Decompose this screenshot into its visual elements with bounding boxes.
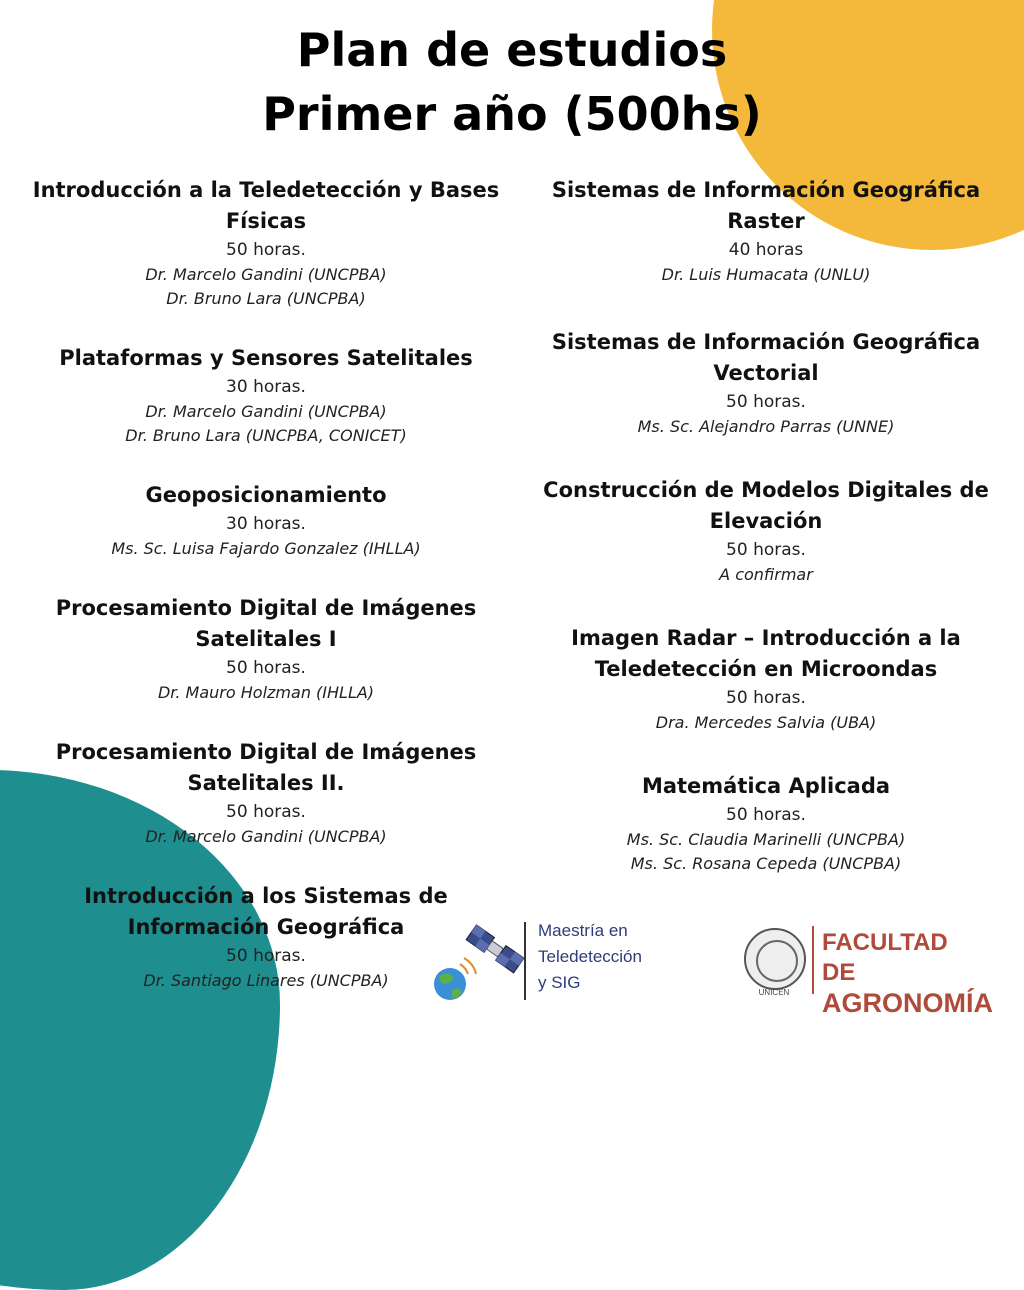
course-professor: Dr. Bruno Lara (UNCPBA, CONICET) [125, 426, 407, 445]
course-hours: 50 horas. [226, 240, 306, 260]
course-item [20, 593, 512, 705]
maestria-logo [430, 912, 670, 1008]
course-hours: 50 horas. [226, 802, 306, 822]
course-professor: Dr. Bruno Lara (UNCPBA) [166, 289, 366, 308]
course-professor: Dr. Mauro Holzman (IHLLA) [157, 683, 375, 702]
logo-divider [524, 922, 526, 1000]
course-professor: Dr. Marcelo Gandini (UNCPBA) [145, 265, 387, 284]
course-title: Imagen Radar – Introducción a la Teledetección en Microondas [571, 626, 961, 681]
course-hours: 50 horas. [726, 805, 806, 825]
maestria-line-2: Teledetección [538, 947, 642, 966]
course-professor: Dr. Luis Humacata (UNLU) [661, 265, 871, 284]
maestria-line-1: Maestría en [538, 921, 628, 940]
course-title: Construcción de Modelos Digitales de Elevación [543, 478, 989, 533]
course-professor: A confirmar [719, 565, 813, 584]
facultad-logo-text [822, 928, 993, 1018]
course-title: Plataformas y Sensores Satelitales [59, 346, 473, 370]
facultad-logo [736, 918, 993, 1018]
university-seal-icon [744, 928, 806, 990]
course-title: Procesamiento Digital de Imágenes Satelitales II. [55, 740, 477, 795]
course-hours: 30 horas. [226, 377, 306, 397]
course-item [532, 623, 1000, 735]
course-hours: 50 horas. [726, 688, 806, 708]
facultad-line-2: AGRONOMÍA [822, 988, 993, 1018]
course-title: Sistemas de Información Geográfica Raster [551, 178, 981, 233]
course-hours: 30 horas. [226, 514, 306, 534]
left-course-column [20, 175, 512, 993]
maestria-line-3: y SIG [538, 973, 581, 992]
title-line-1: Plan de estudios [296, 23, 728, 77]
title-line-2: Primer año (500hs) [262, 87, 762, 141]
logo-divider [812, 926, 814, 994]
course-professor: Ms. Sc. Rosana Cepeda (UNCPBA) [630, 854, 902, 873]
course-professor: Dra. Mercedes Salvia (UBA) [655, 713, 877, 732]
course-item [532, 771, 1000, 876]
satellite-earth-icon [430, 912, 530, 1008]
course-item [20, 480, 512, 561]
course-professor: Ms. Sc. Alejandro Parras (UNNE) [637, 417, 895, 436]
course-title: Introducción a la Teledetección y Bases Físicas [32, 178, 500, 233]
course-item [20, 343, 512, 448]
seal-label: UNICEN [758, 988, 790, 997]
maestria-logo-text [538, 918, 688, 996]
course-item [20, 175, 512, 311]
course-hours: 50 horas. [726, 540, 806, 560]
course-title: Sistemas de Información Geográfica Vectorial [551, 330, 981, 385]
course-item [532, 475, 1000, 587]
course-title: Procesamiento Digital de Imágenes Satelitales I [55, 596, 477, 651]
course-item [532, 327, 1000, 439]
course-title: Introducción a los Sistemas de Información Geográfica [84, 884, 448, 939]
course-title: Matemática Aplicada [641, 774, 891, 798]
right-course-column [532, 175, 1000, 876]
course-item [532, 175, 1000, 287]
page-title [0, 18, 1024, 146]
course-hours: 50 horas. [226, 658, 306, 678]
course-professor: Ms. Sc. Claudia Marinelli (UNCPBA) [626, 830, 906, 849]
course-professor: Dr. Marcelo Gandini (UNCPBA) [145, 827, 387, 846]
course-hours: 50 horas. [726, 392, 806, 412]
course-hours: 40 horas [728, 240, 804, 260]
course-professor: Ms. Sc. Luisa Fajardo Gonzalez (IHLLA) [111, 539, 421, 558]
course-hours: 50 horas. [226, 946, 306, 966]
course-professor: Dr. Santiago Linares (UNCPBA) [143, 971, 389, 990]
facultad-line-1: FACULTAD DE [822, 929, 948, 986]
course-professor: Dr. Marcelo Gandini (UNCPBA) [145, 402, 387, 421]
course-title: Geoposicionamiento [145, 483, 387, 507]
course-item [20, 737, 512, 849]
